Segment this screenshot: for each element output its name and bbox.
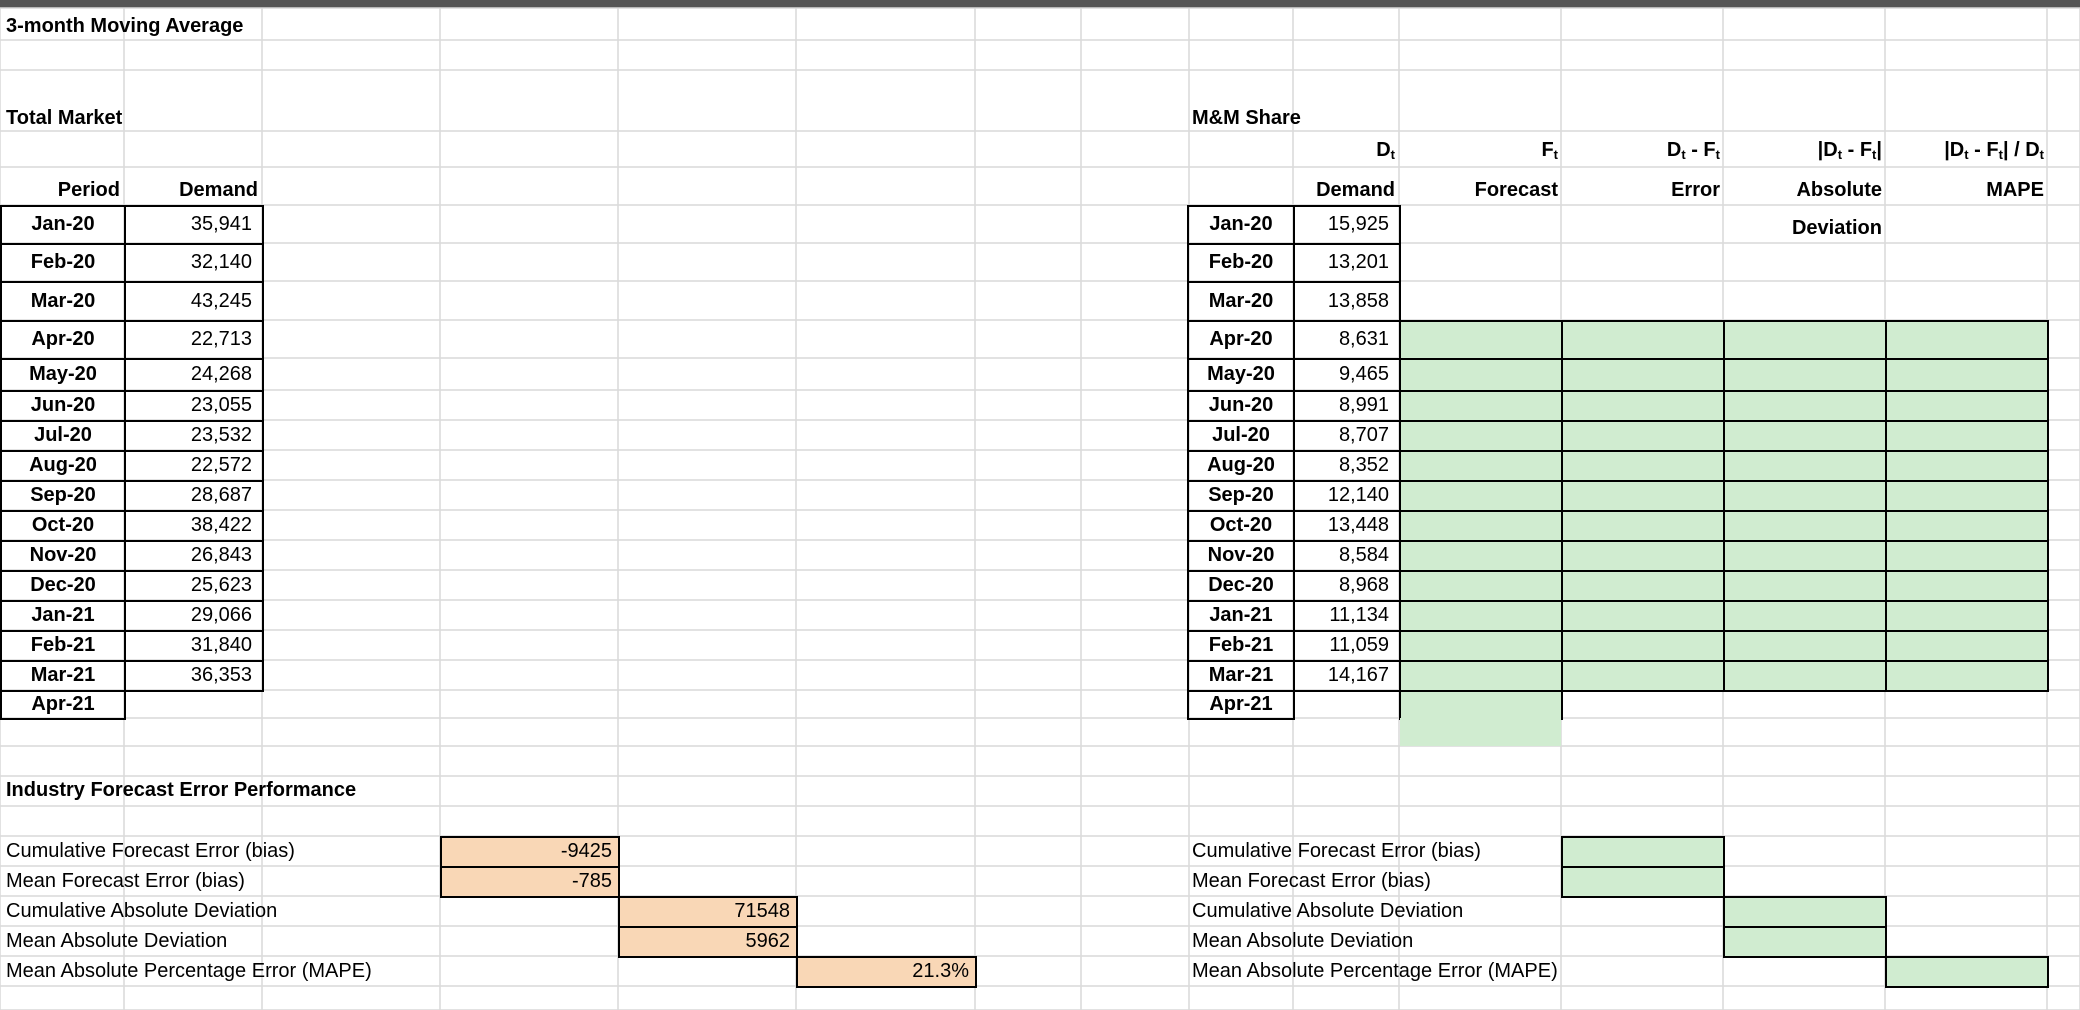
- share-error-value-cell[interactable]: [1561, 836, 1725, 868]
- mape-input-cell[interactable]: [1885, 540, 2049, 572]
- period-label: Apr-21: [31, 693, 95, 715]
- forecast-input-cell[interactable]: [1399, 320, 1563, 360]
- period-label: Jun-20: [30, 394, 96, 416]
- share-error-value-cell[interactable]: [1723, 926, 1887, 958]
- share-demand-value: 11,059: [1329, 634, 1389, 656]
- share-period-label: Jun-20: [1208, 394, 1274, 416]
- error-input-cell[interactable]: [1561, 630, 1725, 662]
- deviation-header: Deviation: [1791, 217, 1882, 239]
- dt-symbol-header: $D_t$: [1376, 139, 1395, 162]
- period-header: Period: [57, 179, 120, 201]
- error-input-cell[interactable]: [1561, 358, 1725, 392]
- share-error-label: Mean Forecast Error (bias): [1192, 870, 1431, 892]
- demand-value: 36,353: [190, 664, 252, 686]
- share-error-label: Cumulative Forecast Error (bias): [1192, 840, 1481, 862]
- absdev-input-cell[interactable]: [1723, 450, 1887, 482]
- industry-error-label: Mean Forecast Error (bias): [6, 870, 245, 892]
- period-label: Jan-20: [31, 213, 95, 235]
- industry-error-label: Cumulative Absolute Deviation: [6, 900, 278, 922]
- error-input-cell[interactable]: [1561, 600, 1725, 632]
- error-input-cell[interactable]: [1561, 540, 1725, 572]
- share-period-label: Jan-21: [1209, 604, 1273, 626]
- forecast-input-cell[interactable]: [1399, 450, 1563, 482]
- industry-error-value: 21.3%: [912, 960, 969, 982]
- period-label: Jul-20: [34, 424, 92, 446]
- absdev-input-cell[interactable]: [1723, 358, 1887, 392]
- demand-value: 32,140: [190, 251, 252, 273]
- share-error-label: Cumulative Absolute Deviation: [1192, 900, 1464, 922]
- industry-error-label: Cumulative Forecast Error (bias): [6, 840, 295, 862]
- error-input-cell[interactable]: [1561, 420, 1725, 452]
- share-demand-value: 8,584: [1338, 544, 1389, 566]
- share-period-label: Feb-21: [1208, 634, 1274, 656]
- mape-symbol-header: $|D_t - F_t| / D_t$: [1944, 139, 2044, 162]
- ft-symbol-header: $F_t$: [1541, 139, 1558, 162]
- demand-value: 22,572: [190, 454, 252, 476]
- sheet-title: 3-month Moving Average: [6, 15, 244, 37]
- absdev-input-cell[interactable]: [1723, 630, 1887, 662]
- industry-error-value: -785: [571, 870, 612, 892]
- share-error-label: Mean Absolute Deviation: [1192, 930, 1414, 952]
- mape-input-cell[interactable]: [1885, 510, 2049, 542]
- industry-error-value: 5962: [745, 930, 790, 952]
- demand-value: 29,066: [190, 604, 252, 626]
- error-input-cell[interactable]: [1561, 450, 1725, 482]
- error-input-cell[interactable]: [1561, 570, 1725, 602]
- share-period-label: Jul-20: [1212, 424, 1270, 446]
- forecast-input-cell[interactable]: [1399, 630, 1563, 662]
- forecast-input-cell[interactable]: [1399, 358, 1563, 392]
- mape-input-cell[interactable]: [1885, 570, 2049, 602]
- share-period-label: Nov-20: [1207, 544, 1275, 566]
- share-demand-value: 14,167: [1327, 664, 1389, 686]
- share-period-label: Dec-20: [1208, 574, 1274, 596]
- share-period-label: Feb-20: [1208, 251, 1274, 273]
- error-input-cell[interactable]: [1561, 390, 1725, 422]
- share-demand-value: 11,134: [1329, 604, 1389, 626]
- absdev-input-cell[interactable]: [1723, 480, 1887, 512]
- share-demand-value: 13,448: [1327, 514, 1389, 536]
- demand-value: 38,422: [190, 514, 252, 536]
- share-period-label: Mar-20: [1208, 289, 1274, 312]
- share-period-label: Oct-20: [1209, 514, 1273, 536]
- period-label: Nov-20: [29, 544, 97, 566]
- error-symbol-header: $D_t - F_t$: [1666, 139, 1720, 162]
- demand-header: Demand: [179, 179, 258, 201]
- period-label: Aug-20: [29, 454, 97, 476]
- mape-input-cell[interactable]: [1885, 660, 2049, 692]
- forecast-input-cell[interactable]: [1399, 600, 1563, 632]
- forecast-input-cell[interactable]: [1399, 510, 1563, 542]
- mape-input-cell[interactable]: [1885, 630, 2049, 662]
- industry-error-value: 71548: [734, 900, 790, 922]
- share-demand-value: 13,858: [1327, 289, 1389, 312]
- demand-value: 23,055: [190, 394, 252, 416]
- mm-share-title: M&M Share: [1192, 107, 1301, 129]
- period-label: Mar-20: [30, 289, 96, 312]
- demand-value: 22,713: [190, 328, 252, 350]
- industry-error-value: -9425: [560, 840, 612, 862]
- total-market-title: Total Market: [6, 107, 123, 129]
- forecast-input-cell[interactable]: [1399, 390, 1563, 422]
- absdev-symbol-header: $|D_t - F_t|$: [1817, 139, 1882, 162]
- forecast-apr21-cell[interactable]: [1399, 690, 1563, 720]
- share-demand-value: 15,925: [1327, 213, 1389, 235]
- mape-input-cell[interactable]: [1885, 600, 2049, 632]
- error-input-cell[interactable]: [1561, 320, 1725, 360]
- period-label: Sep-20: [30, 484, 96, 506]
- forecast-input-cell[interactable]: [1399, 570, 1563, 602]
- absdev-input-cell[interactable]: [1723, 600, 1887, 632]
- demand-value: 25,623: [190, 574, 252, 596]
- share-demand-value: 8,631: [1338, 328, 1389, 350]
- share-period-label: Aug-20: [1207, 454, 1275, 476]
- forecast-input-cell[interactable]: [1399, 420, 1563, 452]
- mape-input-cell[interactable]: [1885, 358, 2049, 392]
- absdev-input-cell[interactable]: [1723, 570, 1887, 602]
- period-label: Feb-20: [30, 251, 96, 273]
- forecast-input-cell[interactable]: [1399, 540, 1563, 572]
- absdev-input-cell[interactable]: [1723, 540, 1887, 572]
- share-demand-value: 8,991: [1338, 394, 1389, 416]
- share-period-label: Mar-21: [1208, 664, 1274, 686]
- demand-value: 24,268: [190, 363, 252, 385]
- absdev-input-cell[interactable]: [1723, 390, 1887, 422]
- mape-input-cell[interactable]: [1885, 450, 2049, 482]
- share-demand-value: 8,968: [1338, 574, 1389, 596]
- demand-value: 31,840: [190, 634, 252, 656]
- share-period-label: Jan-20: [1209, 213, 1273, 235]
- mape-input-cell[interactable]: [1885, 320, 2049, 360]
- absdev-input-cell[interactable]: [1723, 510, 1887, 542]
- mape-input-cell[interactable]: [1885, 420, 2049, 452]
- period-label: Oct-20: [31, 514, 95, 536]
- share-demand-value: 8,352: [1338, 454, 1389, 476]
- forecast-input-cell[interactable]: [1399, 660, 1563, 692]
- share-demand-header: Demand: [1316, 179, 1395, 201]
- forecast-input-cell[interactable]: [1399, 480, 1563, 512]
- mape-input-cell[interactable]: [1885, 480, 2049, 512]
- period-label: Apr-20: [31, 328, 95, 350]
- error-header: Error: [1671, 179, 1720, 201]
- demand-value: 23,532: [190, 424, 252, 446]
- period-label: Mar-21: [30, 664, 96, 686]
- absdev-input-cell[interactable]: [1723, 420, 1887, 452]
- mape-input-cell[interactable]: [1885, 390, 2049, 422]
- industry-error-title: Industry Forecast Error Performance: [6, 779, 357, 801]
- industry-error-label: Mean Absolute Percentage Error (MAPE): [6, 960, 372, 982]
- share-error-value-cell[interactable]: [1885, 956, 2049, 988]
- demand-value: 26,843: [190, 544, 252, 566]
- industry-error-label: Mean Absolute Deviation: [6, 930, 228, 952]
- absolute-header: Absolute: [1796, 179, 1882, 201]
- mape-header: MAPE: [1986, 179, 2044, 201]
- period-label: Jan-21: [31, 604, 95, 626]
- share-period-label: Apr-20: [1209, 328, 1273, 350]
- share-period-label: May-20: [1207, 363, 1275, 385]
- demand-value: 28,687: [190, 484, 252, 506]
- period-label: May-20: [29, 363, 97, 385]
- period-label: Dec-20: [30, 574, 96, 596]
- error-input-cell[interactable]: [1561, 480, 1725, 512]
- share-demand-value: 12,140: [1327, 484, 1389, 506]
- demand-value: 43,245: [190, 289, 252, 312]
- demand-value: 35,941: [190, 213, 252, 235]
- absdev-input-cell[interactable]: [1723, 320, 1887, 360]
- share-error-label: Mean Absolute Percentage Error (MAPE): [1192, 960, 1558, 982]
- forecast-header: Forecast: [1474, 179, 1558, 201]
- error-input-cell[interactable]: [1561, 510, 1725, 542]
- share-error-value-cell[interactable]: [1561, 866, 1725, 898]
- share-period-label: Apr-21: [1209, 693, 1273, 715]
- share-demand-value: 8,707: [1338, 424, 1389, 446]
- share-demand-value: 13,201: [1327, 251, 1389, 273]
- absdev-input-cell[interactable]: [1723, 660, 1887, 692]
- period-label: Feb-21: [30, 634, 96, 656]
- share-period-label: Sep-20: [1208, 484, 1274, 506]
- forecast-extra-cell[interactable]: [1400, 718, 1561, 746]
- share-error-value-cell[interactable]: [1723, 896, 1887, 928]
- share-demand-value: 9,465: [1338, 363, 1389, 385]
- error-input-cell[interactable]: [1561, 660, 1725, 692]
